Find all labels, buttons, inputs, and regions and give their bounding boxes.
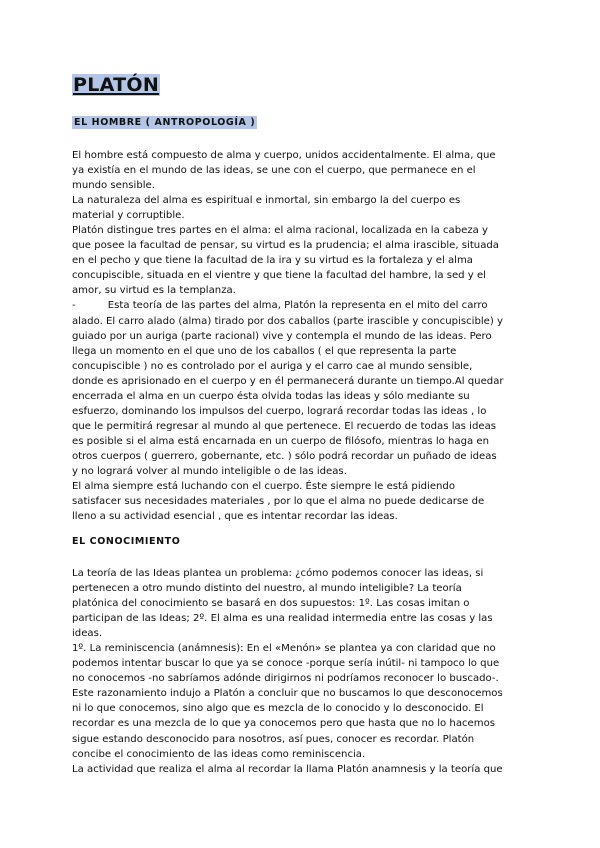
text-line: ni lo que conocemos, sino algo que es mezcla de lo conocido y lo desconocido. El [72, 703, 484, 715]
text-line: El alma siempre está luchando con el cuerpo. Éste siempre le está pidiendo [72, 481, 456, 493]
text-line: La actividad que realiza el alma al recordar la llama Platón anamnesis y la teoría que [72, 763, 503, 775]
section-heading-conocimiento: EL CONOCIMIENTO [72, 536, 181, 547]
text-line: material y corruptible. [72, 210, 185, 222]
section-heading-antropologia: EL HOMBRE ( ANTROPOLOGÍA ) [74, 117, 256, 128]
text-line: lleno a su actividad esencial , que es intentar recordar las ideas. [72, 511, 398, 523]
text-line: ideas. [72, 628, 103, 640]
text-line: guiado por un auriga (parte racional) vive y contempla el mundo de las ideas. Pero [72, 330, 492, 342]
text-line: encerrada el alma en un cuerpo ésta olvida todas las ideas y sólo mediante su [72, 390, 470, 402]
text-line: El hombre está compuesto de alma y cuerpo, unidos accidentalmente. El alma, que [72, 150, 496, 161]
text-line: es posible si el alma está encarnada en un cuerpo de filósofo, mientras lo haga en [72, 435, 490, 447]
text-line: podemos intentar buscar lo que ya se conoce -porque sería inútil- ni tampoco lo que [72, 658, 500, 670]
text-line: pertenecen a otro mundo distinto del nuestro, al mundo inteligible? La teoría [72, 583, 462, 595]
text-line: que posee la facultad de pensar, su virtud es la prudencia; el alma irascible, situada [72, 240, 499, 252]
text-line: recordar es una mezcla de lo que ya conocemos pero que hasta que no lo hacemos [72, 718, 496, 730]
text-line: La teoría de las Ideas plantea un problema: ¿cómo podemos conocer las ideas, si [72, 568, 484, 579]
text-line: amor, su virtud es la templanza. [72, 285, 236, 297]
text-line: y no logrará volver al mundo inteligible o de las ideas. [72, 465, 347, 477]
text-line: esfuerzo, dominando los impulsos del cuerpo, logrará recordar todas las ideas , lo [72, 405, 487, 417]
section-body-antropologia [72, 148, 534, 524]
text-line: satisfacer sus necesidades materiales , por lo que el alma no puede dedicarse de [72, 496, 485, 508]
text-line: participan de las Ideas; 2º. El alma es una realidad intermedia entre las cosas y las [72, 613, 493, 625]
text-line: alado. El carro alado (alma) tirado por dos caballos (parte irascible y concupiscible) y [72, 315, 503, 327]
text-line: que le permitirá regresar al mundo al que pertenece. El recuerdo de todas las ideas [72, 420, 497, 432]
text-line: concupiscible, situada en el vientre y que tiene la facultad del hambre, la sed y el [72, 270, 486, 282]
text-line: - Esta teoría de las partes del alma, Platón la representa en el mito del carro [72, 300, 488, 312]
text-line: concibe el conocimiento de las ideas como reminiscencia. [72, 748, 366, 760]
text-line: mundo sensible. [72, 180, 155, 192]
text-line: concupiscible ) no es controlado por el auriga y el carro cae al mundo sensible, [72, 360, 473, 372]
document-title: PLATÓN [73, 74, 160, 96]
text-line: en el pecho y que tiene la facultad de la ira y su virtud es la fortaleza y el alma [72, 255, 473, 267]
text-line: 1º. La reminiscencia (anámnesis): En el «Menón» se plantea ya con claridad que no [72, 643, 496, 655]
text-line: platónica del conocimiento se basará en dos supuestos: 1º. Las cosas imitan o [72, 598, 470, 610]
text-line: donde es aprisionado en el cuerpo y en él permanecerá durante un tiempo.Al quedar [72, 375, 504, 387]
text-line: sigue estando desconocido para nosotros, así pues, conocer es recordar. Platón [72, 733, 475, 745]
text-line: Este razonamiento indujo a Platón a concluir que no buscamos lo que desconocemos [72, 688, 503, 700]
text-line: ya existía en el mundo de las ideas, se une con el cuerpo, que permanece en el [72, 165, 476, 177]
text-line: llega un momento en el que uno de los caballos ( el que representa la parte [72, 345, 457, 357]
section-body-conocimiento [72, 566, 534, 777]
text-line: Platón distingue tres partes en el alma: el alma racional, localizada en la cabeza y [72, 225, 489, 237]
text-line: La naturaleza del alma es espiritual e inmortal, sin embargo la del cuerpo es [72, 195, 461, 207]
text-line: no conocemos -no sabríamos adónde dirigirnos ni podríamos reconocer lo buscado-. [72, 673, 499, 685]
text-line: otros cuerpos ( guerrero, gobernante, etc. ) sólo podrá recordar un puñado de ideas [72, 450, 497, 462]
